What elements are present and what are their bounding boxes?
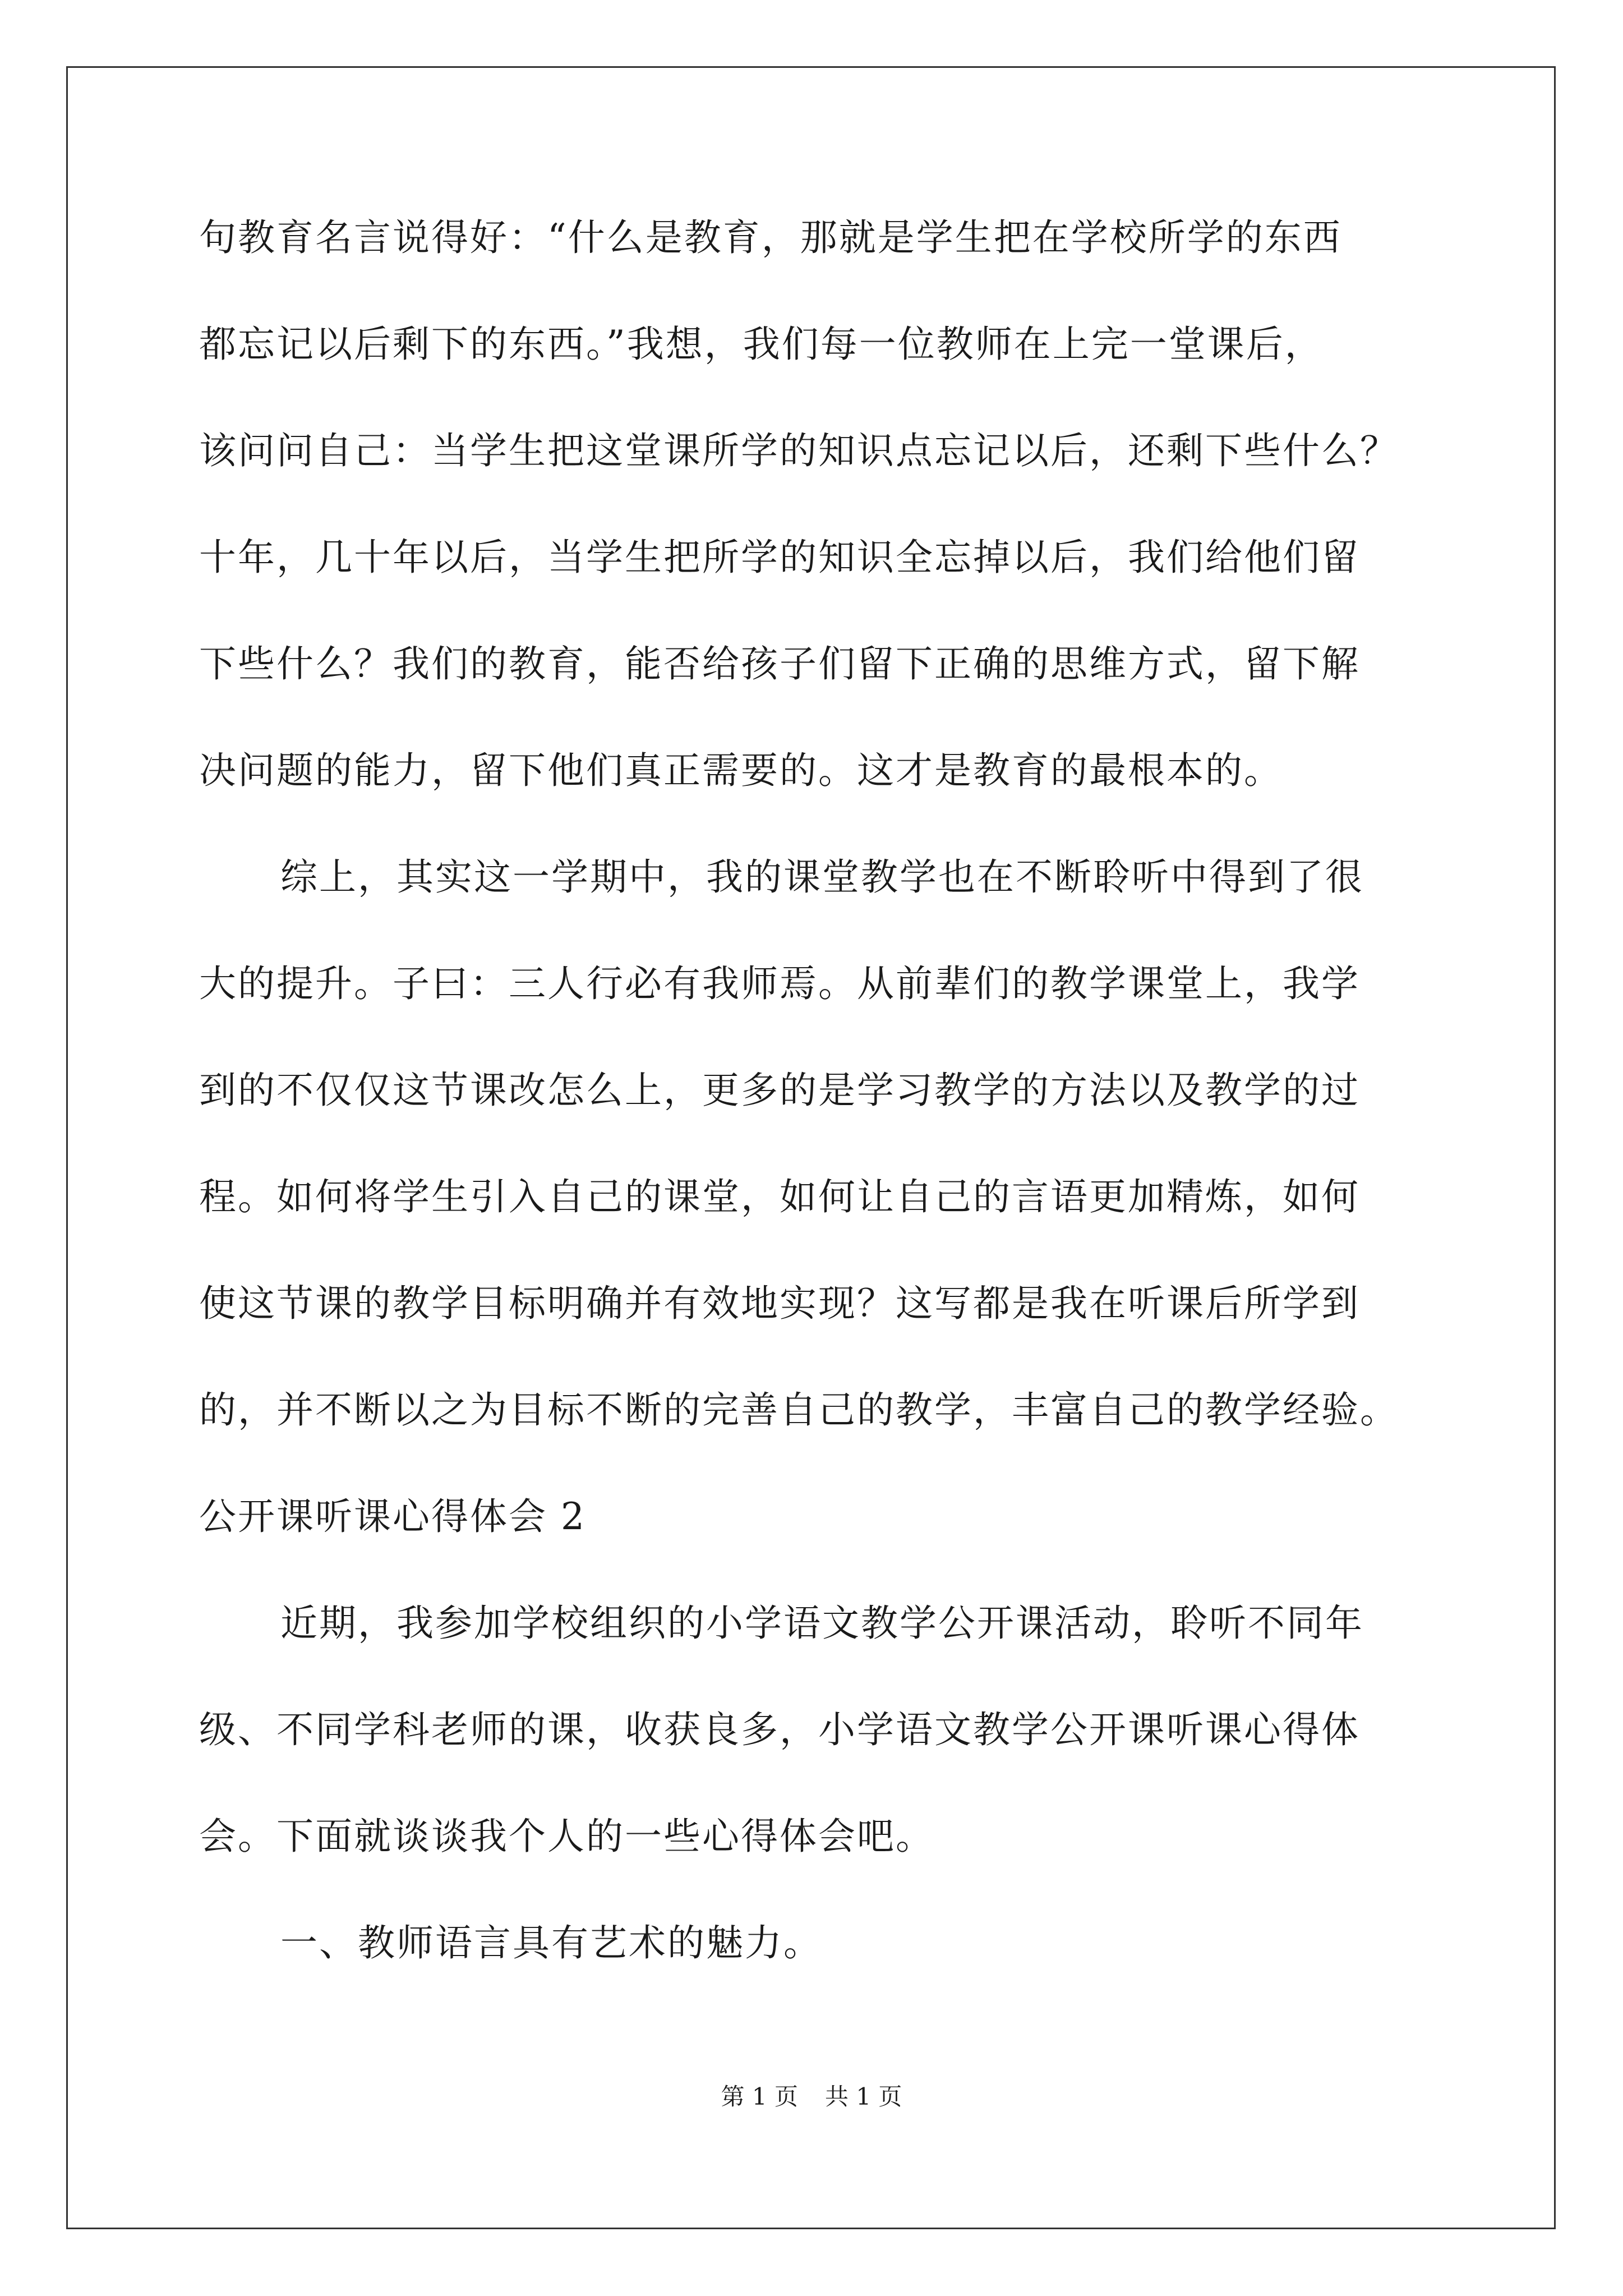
body-line: 都忘记以后剩下的东西。”我想，我们每一位教师在上完一堂课后， [199, 323, 1324, 366]
subheading: 一、教师语言具有艺术的魅力。 [280, 1921, 822, 1964]
page-total: 共 1 页 [825, 2083, 902, 2110]
body-line: 决问题的能力，留下他们真正需要的。这才是教育的最根本的。 [199, 749, 1283, 792]
body-line: 级、不同学科老师的课，收获良多，小学语文教学公开课听课心得体 [199, 1708, 1360, 1751]
body-line: 句教育名言说得好：“什么是教育，那就是学生把在学校所学的东西 [199, 216, 1342, 259]
body-line: 到的不仅仅这节课改怎么上，更多的是学习教学的方法以及教学的过 [199, 1069, 1360, 1112]
section-heading: 公开课听课心得体会 2 [199, 1495, 586, 1538]
body-line: 该问问自己：当学生把这堂课所学的知识点忘记以后，还剩下些什么？ [199, 429, 1399, 472]
page-border [66, 66, 1556, 2229]
body-line: 使这节课的教学目标明确并有效地实现？这写都是我在听课后所学到 [199, 1282, 1360, 1325]
page-number: 第 1 页 [721, 2083, 798, 2110]
body-line: 综上，其实这一学期中，我的课堂教学也在不断聆听中得到了很 [280, 855, 1364, 899]
body-line: 十年，几十年以后，当学生把所学的知识全忘掉以后，我们给他们留 [199, 536, 1360, 579]
body-line: 下些什么？我们的教育，能否给孩子们留下正确的思维方式，留下解 [199, 642, 1360, 685]
page-footer [0, 2080, 1623, 2114]
body-line: 大的提升。子曰：三人行必有我师焉。从前辈们的教学课堂上，我学 [199, 962, 1360, 1005]
body-line: 程。如何将学生引入自己的课堂，如何让自己的言语更加精炼，如何 [199, 1175, 1360, 1218]
body-line: 近期，我参加学校组织的小学语文教学公开课活动，聆听不同年 [280, 1602, 1364, 1645]
body-line: 会。下面就谈谈我个人的一些心得体会吧。 [199, 1815, 934, 1858]
body-line: 的，并不断以之为目标不断的完善自己的教学，丰富自己的教学经验。 [199, 1388, 1399, 1432]
